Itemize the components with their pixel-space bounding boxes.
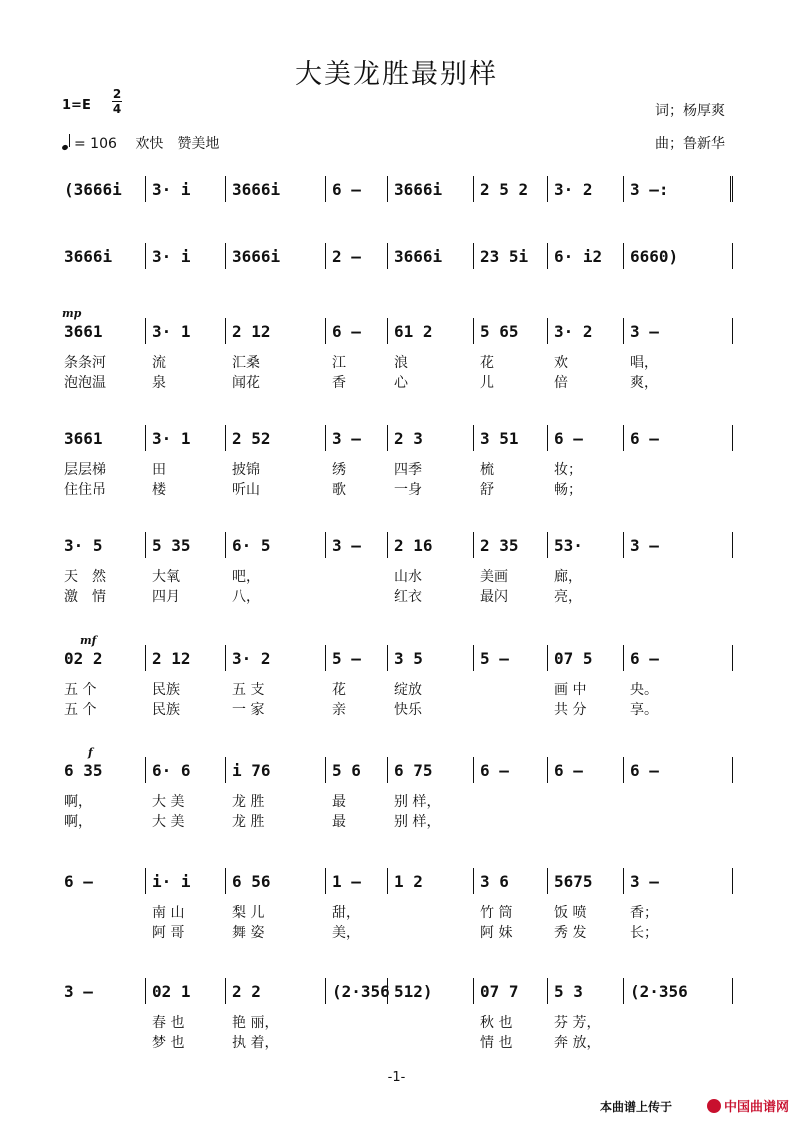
measure-line [58,978,733,1004]
lyric-syllable: 舒 [480,482,494,498]
lyric-syllable: 江 [332,355,346,371]
measure-line [58,243,733,269]
page-number: -1- [387,1070,406,1085]
lyric-syllable: 吧， [232,569,260,585]
measure: 2 35 [474,532,548,558]
lyric-syllable: 民族 [152,682,180,698]
score-system [58,868,733,948]
lyricist-credit: 词；杨厚爽 [655,103,725,119]
lyric-syllable: 绣 [332,462,346,478]
lyric-syllable: 泉 [152,375,166,391]
measure: 6 – [548,757,624,783]
measure: 3· i [146,243,226,269]
tempo-value: = 106 [74,136,117,152]
lyric-syllable: 大 美 [152,794,185,810]
measure: 3661 [58,318,146,344]
measure: 3 –: [624,176,733,202]
site-logo [707,1096,789,1115]
lyric-syllable: 龙 胜 [232,814,265,830]
lyric-syllable: 执 着， [232,1035,279,1051]
measure: 3 6 [474,868,548,894]
measure: 61 2 [388,318,474,344]
measure-line [58,532,733,558]
measure: 5 3 [548,978,624,1004]
lyric-syllable: 长； [630,925,658,941]
lyric-syllable: 香； [630,905,658,921]
score-system [58,978,733,1058]
lyric-syllable: 楼 [152,482,166,498]
measure-line [58,757,733,783]
measure: 53· [548,532,624,558]
lyric-syllable: 激 情 [64,589,106,605]
lyric-syllable: 爽， [630,375,658,391]
time-signature [112,88,122,115]
lyric-syllable: 阿 哥 [152,925,185,941]
measure: 3 – [624,532,733,558]
measure: 02 2 [58,645,146,671]
composer-credit: 曲；鲁新华 [655,136,725,152]
lyric-syllable: 啊， [64,794,92,810]
measure: 3 – [326,425,388,451]
dynamic-marking: mf [80,634,97,647]
measure: 3· 1 [146,318,226,344]
measure: 3 5 [388,645,474,671]
lyric-syllable: 五 个 [64,702,97,718]
lyric-syllable: 民族 [152,702,180,718]
measure: 6 – [326,318,388,344]
lyric-syllable: 妆； [554,462,582,478]
lyric-syllable: 南 山 [152,905,185,921]
measure: 6 75 [388,757,474,783]
measure: 3· 1 [146,425,226,451]
score-system [58,645,733,725]
quarter-note-icon [61,144,68,151]
lyric-syllable: 梦 也 [152,1035,185,1051]
lyric-syllable: 梨 儿 [232,905,265,921]
lyric-syllable: 最 [332,794,346,810]
dynamic-marking: mp [62,307,82,320]
lyric-syllable: 田 [152,462,166,478]
measure: 3 – [624,318,733,344]
lyric-syllable: 共 分 [554,702,587,718]
lyric-syllable: 唱， [630,355,658,371]
measure: 3666i [388,243,474,269]
measure: 3· 2 [548,176,624,202]
lyric-syllable: 四月 [152,589,180,605]
measure: 3 51 [474,425,548,451]
measure: 23 5i [474,243,548,269]
lyric-syllable: 亮， [554,589,582,605]
dynamic-marking: f [88,746,93,759]
lyric-syllable: 儿 [480,375,494,391]
measure: 6 56 [226,868,326,894]
tempo-marking [62,133,219,153]
lyric-syllable: 春 也 [152,1015,185,1031]
measure: 5675 [548,868,624,894]
lyric-syllable: 歌 [332,482,346,498]
measure: 3 – [326,532,388,558]
lyric-syllable: 舞 姿 [232,925,265,941]
lyric-syllable: 山水 [394,569,422,585]
lyric-syllable: 最闪 [480,589,508,605]
lyric-syllable: 艳 丽， [232,1015,279,1031]
measure: 07 7 [474,978,548,1004]
lyric-syllable: 最 [332,814,346,830]
measure: 1 – [326,868,388,894]
lyric-syllable: 畅； [554,482,582,498]
measure-line [58,425,733,451]
score-system [58,425,733,505]
measure-line [58,645,733,671]
lyric-syllable: 美， [332,925,360,941]
lyric-syllable: 亲 [332,702,346,718]
measure: 2 5 2 [474,176,548,202]
measure: 6 – [624,425,733,451]
measure: 3666i [226,176,326,202]
measure: 3· i [146,176,226,202]
measure: 5 – [326,645,388,671]
upload-note: 本曲谱上传于 [600,1100,673,1114]
measure: 6 – [474,757,548,783]
lyric-syllable: 红衣 [394,589,422,605]
measure: i· i [146,868,226,894]
measure: 2 – [326,243,388,269]
measure: 2 52 [226,425,326,451]
measure: 5 – [474,645,548,671]
measure: 6· 6 [146,757,226,783]
quarter-note-stem [69,134,70,147]
measure: 3661 [58,425,146,451]
measure: 6 – [624,645,733,671]
measure: (2·356 [326,978,388,1004]
lyric-syllable: 央。 [630,682,658,698]
measure: 6· i2 [548,243,624,269]
measure: i 76 [226,757,326,783]
score-system [58,532,733,612]
measure: 5 35 [146,532,226,558]
measure: 1 2 [388,868,474,894]
measure: 3 – [58,978,146,1004]
lyric-syllable: 龙 胜 [232,794,265,810]
lyric-syllable: 流 [152,355,166,371]
lyric-syllable: 画 中 [554,682,587,698]
lyric-syllable: 住住吊 [64,482,106,498]
lyric-syllable: 四季 [394,462,422,478]
measure: (3666i [58,176,146,202]
lyric-syllable: 层层梯 [64,462,106,478]
measure-line [58,868,733,894]
measure: 2 12 [226,318,326,344]
lyric-syllable: 甜， [332,905,360,921]
score-system [58,757,733,837]
lyric-syllable: 别 样， [394,814,441,830]
lyric-syllable: 别 样， [394,794,441,810]
song-title: 大美龙胜最别样 [295,59,498,90]
measure: 3 – [624,868,733,894]
expression-text: 欢快 赞美地 [135,136,220,152]
lyric-syllable: 倍 [554,375,568,391]
measure: 6 – [624,757,733,783]
lyric-syllable: 心 [394,375,408,391]
lyric-syllable: 芬 芳， [554,1015,601,1031]
lyric-syllable: 秋 也 [480,1015,513,1031]
lyric-syllable: 听山 [232,482,260,498]
lyric-syllable: 泡泡温 [64,375,106,391]
measure: 07 5 [548,645,624,671]
measure: 6 – [548,425,624,451]
site-logo-icon [707,1099,721,1113]
lyric-syllable: 大 美 [152,814,185,830]
lyric-syllable: 绽放 [394,682,422,698]
lyric-syllable: 香 [332,375,346,391]
measure-line [58,176,733,202]
lyric-syllable: 花 [332,682,346,698]
measure-line [58,318,733,344]
lyric-syllable: 梳 [480,462,494,478]
measure: 6 – [58,868,146,894]
lyric-syllable: 条条河 [64,355,106,371]
measure: 512) [388,978,474,1004]
measure: (2·356 [624,978,733,1004]
lyric-syllable: 欢 [554,355,568,371]
measure: 3666i [58,243,146,269]
measure: 2 2 [226,978,326,1004]
lyric-syllable: 竹 筒 [480,905,513,921]
measure: 3666i [226,243,326,269]
measure: 5 6 [326,757,388,783]
measure: 3666i [388,176,474,202]
score-system [58,318,733,398]
lyric-syllable: 快乐 [394,702,422,718]
lyric-syllable: 天 然 [64,569,106,585]
lyric-syllable: 廊， [554,569,582,585]
lyric-syllable: 大氧 [152,569,180,585]
measure: 6 – [326,176,388,202]
measure: 02 1 [146,978,226,1004]
time-signature-denominator: 4 [112,102,122,116]
lyric-syllable: 一 家 [232,702,265,718]
lyric-syllable: 情 也 [480,1035,513,1051]
lyric-syllable: 闻花 [232,375,260,391]
measure: 2 3 [388,425,474,451]
measure: 3· 2 [226,645,326,671]
lyric-syllable: 五 个 [64,682,97,698]
lyric-syllable: 秀 发 [554,925,587,941]
lyric-syllable: 饭 喷 [554,905,587,921]
lyric-syllable: 美画 [480,569,508,585]
measure: 3· 2 [548,318,624,344]
site-logo-text: 中国曲谱网 [724,1100,790,1115]
lyric-syllable: 啊， [64,814,92,830]
lyric-syllable: 阿 妹 [480,925,513,941]
score-system [58,243,733,323]
measure: 6· 5 [226,532,326,558]
measure: 2 12 [146,645,226,671]
lyric-syllable: 奔 放， [554,1035,601,1051]
lyric-syllable: 享。 [630,702,658,718]
lyric-syllable: 披锦 [232,462,260,478]
lyric-syllable: 汇桑 [232,355,260,371]
lyric-syllable: 一身 [394,482,422,498]
measure: 3· 5 [58,532,146,558]
measure: 5 65 [474,318,548,344]
lyric-syllable: 八， [232,589,260,605]
lyric-syllable: 五 支 [232,682,265,698]
lyric-syllable: 花 [480,355,494,371]
measure: 6 35 [58,757,146,783]
key-signature: 1=E [62,98,91,113]
measure: 6660) [624,243,733,269]
lyric-syllable: 浪 [394,355,408,371]
time-signature-numerator: 2 [112,87,122,101]
measure: 2 16 [388,532,474,558]
